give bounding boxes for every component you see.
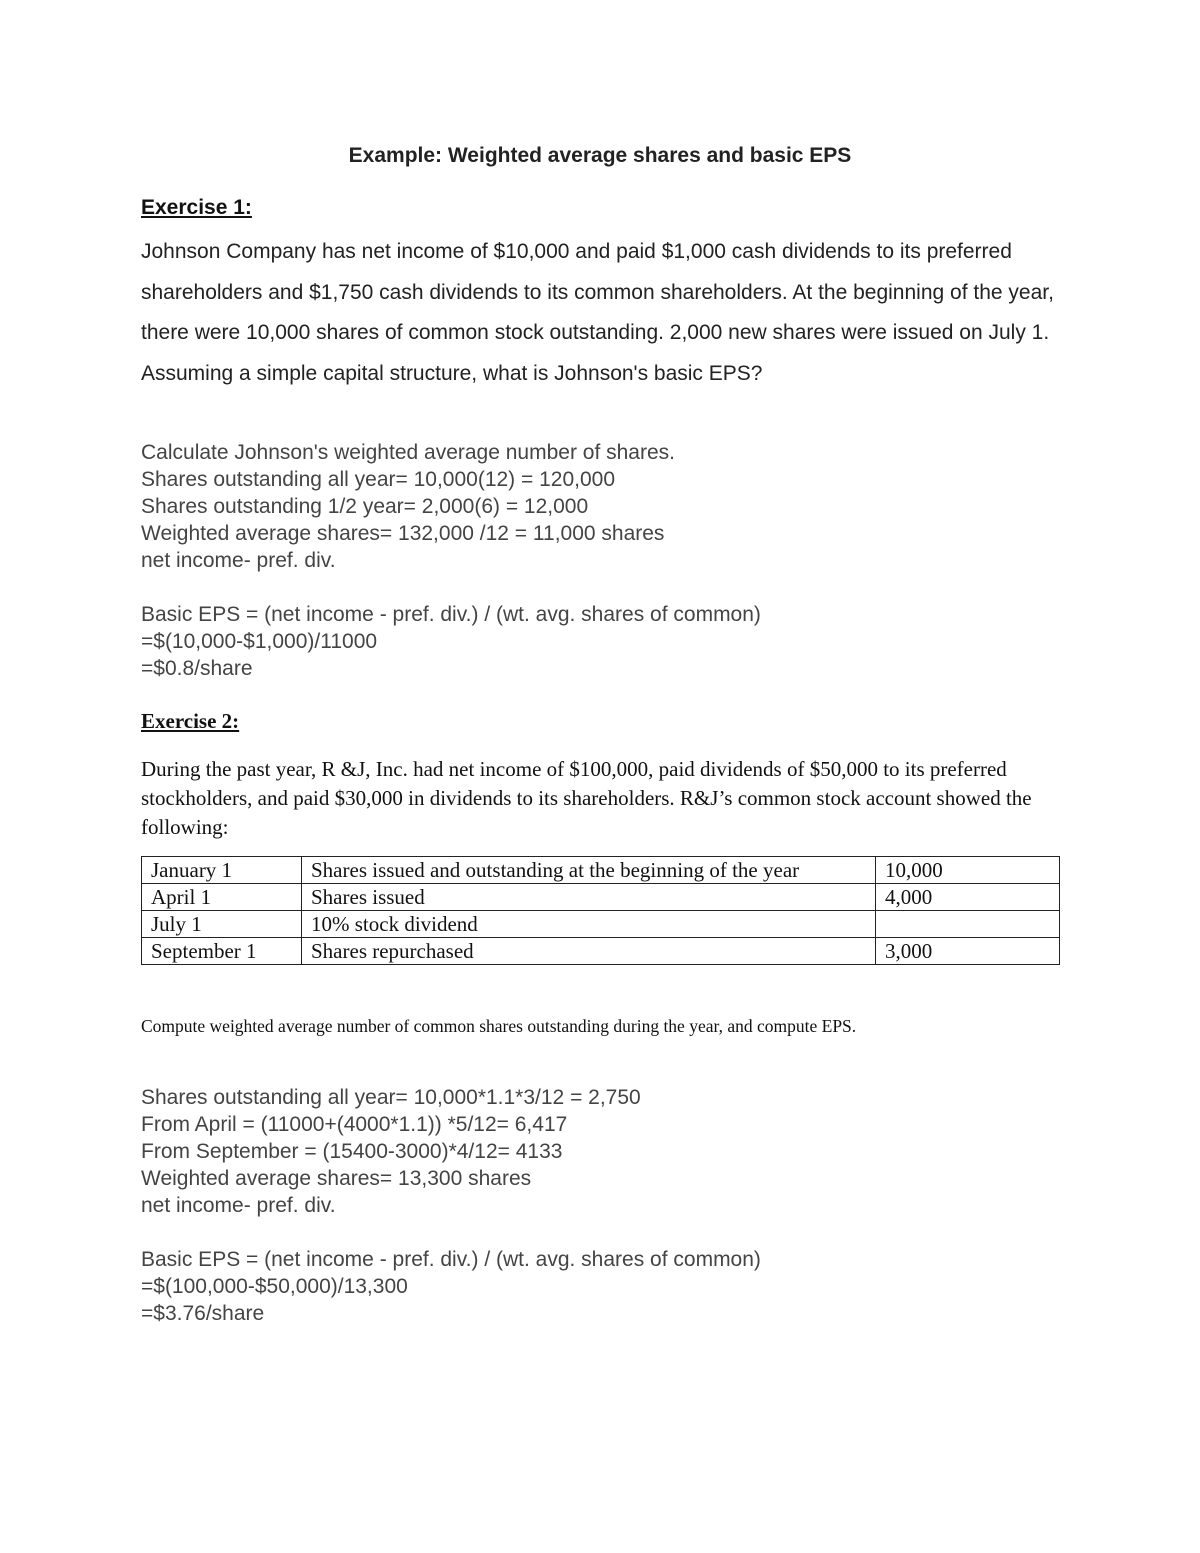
page-title: Example: Weighted average shares and basic EPS xyxy=(348,144,852,167)
eps-line: =$(10,000-$1,000)/11000 xyxy=(141,630,378,653)
shares-cell xyxy=(876,911,1060,938)
shares-cell: 10,000 xyxy=(876,857,1060,884)
exercise-1-calculation xyxy=(141,439,761,682)
calc-line: net income- pref. div. xyxy=(141,549,336,572)
description-cell: Shares issued xyxy=(302,884,876,911)
calc-line: net income- pref. div. xyxy=(141,1194,336,1217)
eps-line: =$3.76/share xyxy=(141,1302,265,1325)
common-stock-table xyxy=(141,856,1060,965)
description-cell: 10% stock dividend xyxy=(302,911,876,938)
date-cell: January 1 xyxy=(142,857,302,884)
calc-line: From September = (15400-3000)*4/12= 4133 xyxy=(141,1140,563,1163)
exercise-1-paragraph: Johnson Company has net income of $10,000 and paid $1,000 cash dividends to its preferred shareholders and $1,750 cash dividends to its common shareholders. At the beginning of the year, there were 10,000 shares of common stock outstanding. 2,000 new shares were issued on July 1. Assuming a simple capital structure, what is Johnson's basic EPS? xyxy=(141,240,1054,385)
shares-cell: 3,000 xyxy=(876,938,1060,965)
description-cell: Shares issued and outstanding at the beginning of the year xyxy=(302,857,876,884)
calc-line: Shares outstanding all year= 10,000(12) = 120,000 xyxy=(141,468,616,491)
calc-line: Shares outstanding 1/2 year= 2,000(6) = 12,000 xyxy=(141,495,589,518)
table-row xyxy=(142,857,1060,884)
exercise-1-heading: Exercise 1: xyxy=(141,196,252,219)
date-cell: July 1 xyxy=(142,911,302,938)
shares-cell: 4,000 xyxy=(876,884,1060,911)
eps-line: Basic EPS = (net income - pref. div.) / (wt. avg. shares of common) xyxy=(141,1248,761,1271)
table-row xyxy=(142,884,1060,911)
table-row xyxy=(142,911,1060,938)
exercise-2-calculation xyxy=(141,1084,761,1327)
calc-line: Calculate Johnson's weighted average number of shares. xyxy=(141,441,675,464)
description-cell: Shares repurchased xyxy=(302,938,876,965)
calc-line: Weighted average shares= 132,000 /12 = 11,000 shares xyxy=(141,522,665,545)
eps-line: =$(100,000-$50,000)/13,300 xyxy=(141,1275,408,1298)
exercise-2-instruction: Compute weighted average number of common shares outstanding during the year, and compute EPS. xyxy=(141,1016,857,1036)
spacer xyxy=(141,1219,761,1246)
exercise-2-heading: Exercise 2: xyxy=(141,709,240,733)
eps-line: Basic EPS = (net income - pref. div.) / (wt. avg. shares of common) xyxy=(141,603,761,626)
date-cell: April 1 xyxy=(142,884,302,911)
calc-line: From April = (11000+(4000*1.1)) *5/12= 6,417 xyxy=(141,1113,568,1136)
eps-line: =$0.8/share xyxy=(141,657,253,680)
table-row xyxy=(142,938,1060,965)
exercise-2-paragraph: During the past year, R &J, Inc. had net income of $100,000, paid dividends of $50,000 to its preferred stockholders, and paid $30,000 in dividends to its shareholders. R&J’s common stock account showed the following: xyxy=(141,757,1032,839)
spacer xyxy=(141,574,761,601)
calc-line: Weighted average shares= 13,300 shares xyxy=(141,1167,532,1190)
calc-line: Shares outstanding all year= 10,000*1.1*3/12 = 2,750 xyxy=(141,1086,641,1109)
date-cell: September 1 xyxy=(142,938,302,965)
